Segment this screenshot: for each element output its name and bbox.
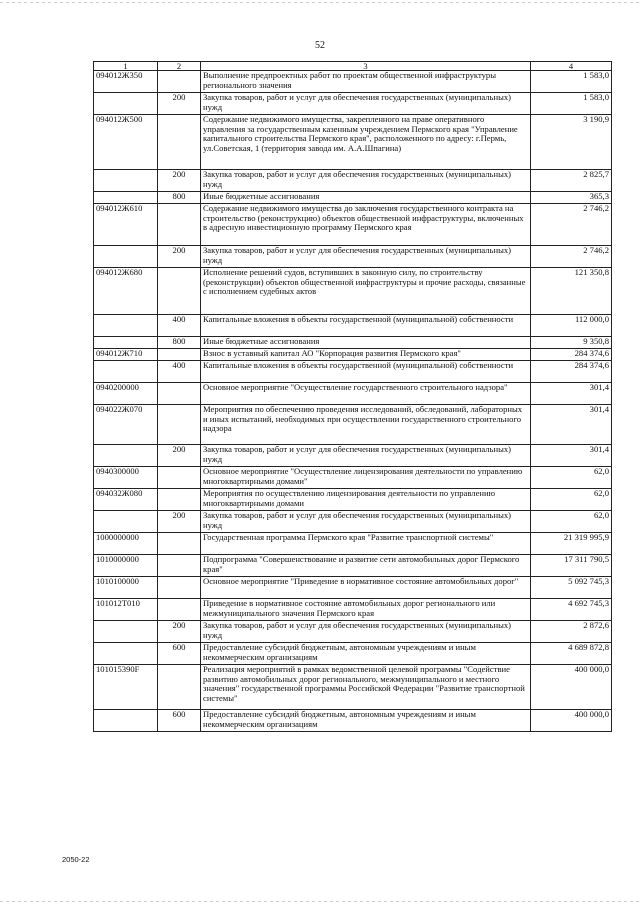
table-header-row [94,62,612,71]
row-code: 094012Ж710 [94,349,158,361]
row-code: 094012Ж680 [94,268,158,315]
row-expense-type [158,268,201,315]
table-row [94,383,612,405]
row-amount: 4 692 745,3 [531,599,612,621]
header-col-2: 2 [158,62,201,71]
row-amount: 121 350,8 [531,268,612,315]
row-amount: 5 092 745,3 [531,577,612,599]
row-expense-type [158,665,201,710]
row-expense-type [158,467,201,489]
row-expense-type: 800 [158,337,201,349]
row-name: Мероприятия по обеспечению проведения исследований, обследований, лабораторных и иных испытаний, необходимых при осуществлении государственного строительного надзора [201,405,531,445]
table-row [94,599,612,621]
table-row [94,204,612,246]
row-name: Предоставление субсидий бюджетным, автономным учреждениям и иным некоммерческим организациям [201,710,531,732]
row-name: Взнос в уставный капитал АО "Корпорация развития Пермского края" [201,349,531,361]
row-expense-type [158,555,201,577]
row-name: Мероприятия по осуществлению лицензирования деятельности по управлению многоквартирными домами [201,489,531,511]
row-name: Содержание недвижимого имущества, закрепленного на праве оперативного управления за государственным казенным учреждением Пермского края "Управление капитального строительства Пермского края", расположенного по адресу: г.Пермь, ул.Советская, 1 (территория завода им. А.А.Шпагина) [201,115,531,170]
row-amount: 9 350,8 [531,337,612,349]
row-amount: 400 000,0 [531,665,612,710]
row-name: Основное мероприятие "Осуществление государственного строительного надзора" [201,383,531,405]
row-code [94,445,158,467]
row-expense-type: 200 [158,93,201,115]
table-row [94,467,612,489]
row-name: Закупка товаров, работ и услуг для обеспечения государственных (муниципальных) нужд [201,170,531,192]
footer-document-code: 2050-22 [62,855,90,864]
row-expense-type [158,533,201,555]
row-name: Капитальные вложения в объекты государственной (муниципальной) собственности [201,315,531,337]
row-expense-type [158,71,201,93]
row-code [94,621,158,643]
row-amount: 2 746,2 [531,246,612,268]
row-name: Основное мероприятие "Осуществление лицензирования деятельности по управлению многоквартирными домами" [201,467,531,489]
row-expense-type: 200 [158,621,201,643]
row-amount: 112 000,0 [531,315,612,337]
row-amount: 62,0 [531,467,612,489]
table-row [94,268,612,315]
header-col-1: 1 [94,62,158,71]
budget-table [93,61,612,732]
row-amount: 301,4 [531,445,612,467]
row-name: Основное мероприятие "Приведение в нормативное состояние автомобильных дорог" [201,577,531,599]
row-name: Закупка товаров, работ и услуг для обеспечения государственных (муниципальных) нужд [201,246,531,268]
row-name: Содержание недвижимого имущества до заключения государственного контракта на строительство (реконструкцию) объектов общественной инфраструктуры, включенных в адресную инвестиционную программу Пермского края [201,204,531,246]
table-row [94,93,612,115]
row-name: Государственная программа Пермского края "Развитие транспортной системы" [201,533,531,555]
row-code: 0940300000 [94,467,158,489]
row-amount: 62,0 [531,489,612,511]
row-amount: 301,4 [531,405,612,445]
table-row [94,533,612,555]
row-amount: 2 746,2 [531,204,612,246]
row-code [94,93,158,115]
row-code: 094012Ж610 [94,204,158,246]
row-expense-type: 800 [158,192,201,204]
row-expense-type: 400 [158,361,201,383]
table-row [94,349,612,361]
row-name: Закупка товаров, работ и услуг для обеспечения государственных (муниципальных) нужд [201,621,531,643]
row-name: Исполнение решений судов, вступивших в законную силу, по строительству (реконструкции) объектов общественной инфраструктуры и прочие расходы, связанные с исполнением судебных актов [201,268,531,315]
row-expense-type: 200 [158,246,201,268]
row-amount: 2 825,7 [531,170,612,192]
page-number: 52 [315,40,325,51]
row-amount: 301,4 [531,383,612,405]
row-name: Иные бюджетные ассигнования [201,192,531,204]
table-row [94,555,612,577]
table-row [94,361,612,383]
row-name: Выполнение предпроектных работ по проектам общественной инфраструктуры регионального значения [201,71,531,93]
table-row [94,246,612,268]
row-name: Подпрограмма "Совершенствование и развитие сети автомобильных дорог Пермского края" [201,555,531,577]
row-name: Закупка товаров, работ и услуг для обеспечения государственных (муниципальных) нужд [201,445,531,467]
row-expense-type: 600 [158,643,201,665]
header-col-4: 4 [531,62,612,71]
row-amount: 284 374,6 [531,361,612,383]
row-code: 101012Т010 [94,599,158,621]
row-amount: 400 000,0 [531,710,612,732]
row-expense-type [158,115,201,170]
row-code: 094022Ж070 [94,405,158,445]
row-expense-type: 200 [158,445,201,467]
row-expense-type [158,599,201,621]
row-code [94,315,158,337]
table-row [94,192,612,204]
table-row [94,511,612,533]
row-expense-type: 200 [158,511,201,533]
row-amount: 365,3 [531,192,612,204]
row-code [94,170,158,192]
row-code: 1000000000 [94,533,158,555]
row-code: 0940200000 [94,383,158,405]
row-expense-type [158,204,201,246]
table-row [94,337,612,349]
table-row [94,405,612,445]
row-code: 101015390F [94,665,158,710]
row-expense-type [158,577,201,599]
row-name: Реализация мероприятий в рамках ведомственной целевой программы "Содействие развитию автомобильных дорог регионального, межмуниципального и местного значения" государственной программы Российской Федерации "Развитие транспортной системы" [201,665,531,710]
table-row [94,170,612,192]
row-name: Предоставление субсидий бюджетным, автономным учреждениям и иным некоммерческим организациям [201,643,531,665]
header-col-3: 3 [201,62,531,71]
row-amount: 284 374,6 [531,349,612,361]
row-code [94,710,158,732]
row-name: Закупка товаров, работ и услуг для обеспечения государственных (муниципальных) нужд [201,93,531,115]
row-code [94,511,158,533]
row-code [94,643,158,665]
table-row [94,489,612,511]
row-expense-type: 600 [158,710,201,732]
row-name: Закупка товаров, работ и услуг для обеспечения государственных (муниципальных) нужд [201,511,531,533]
row-expense-type: 400 [158,315,201,337]
table-row [94,643,612,665]
table-row [94,710,612,732]
row-name: Капитальные вложения в объекты государственной (муниципальной) собственности [201,361,531,383]
row-expense-type [158,405,201,445]
row-code: 1010000000 [94,555,158,577]
row-amount: 17 311 790,5 [531,555,612,577]
row-code: 094012Ж350 [94,71,158,93]
row-amount: 1 583,0 [531,93,612,115]
row-expense-type [158,349,201,361]
row-code [94,361,158,383]
row-code [94,192,158,204]
row-code: 094032Ж080 [94,489,158,511]
row-name: Приведение в нормативное состояние автомобильных дорог регионального или межмуниципального значения Пермского края [201,599,531,621]
table-row [94,621,612,643]
table-row [94,445,612,467]
row-expense-type: 200 [158,170,201,192]
row-expense-type [158,489,201,511]
row-code: 1010100000 [94,577,158,599]
row-code [94,337,158,349]
row-expense-type [158,383,201,405]
row-amount: 3 190,9 [531,115,612,170]
row-amount: 21 319 995,9 [531,533,612,555]
table-row [94,315,612,337]
row-amount: 62,0 [531,511,612,533]
row-code: 094012Ж500 [94,115,158,170]
row-code [94,246,158,268]
row-amount: 4 689 872,8 [531,643,612,665]
table-row [94,115,612,170]
row-name: Иные бюджетные ассигнования [201,337,531,349]
table-row [94,577,612,599]
row-amount: 1 583,0 [531,71,612,93]
table-row [94,665,612,710]
table-row [94,71,612,93]
row-amount: 2 872,6 [531,621,612,643]
